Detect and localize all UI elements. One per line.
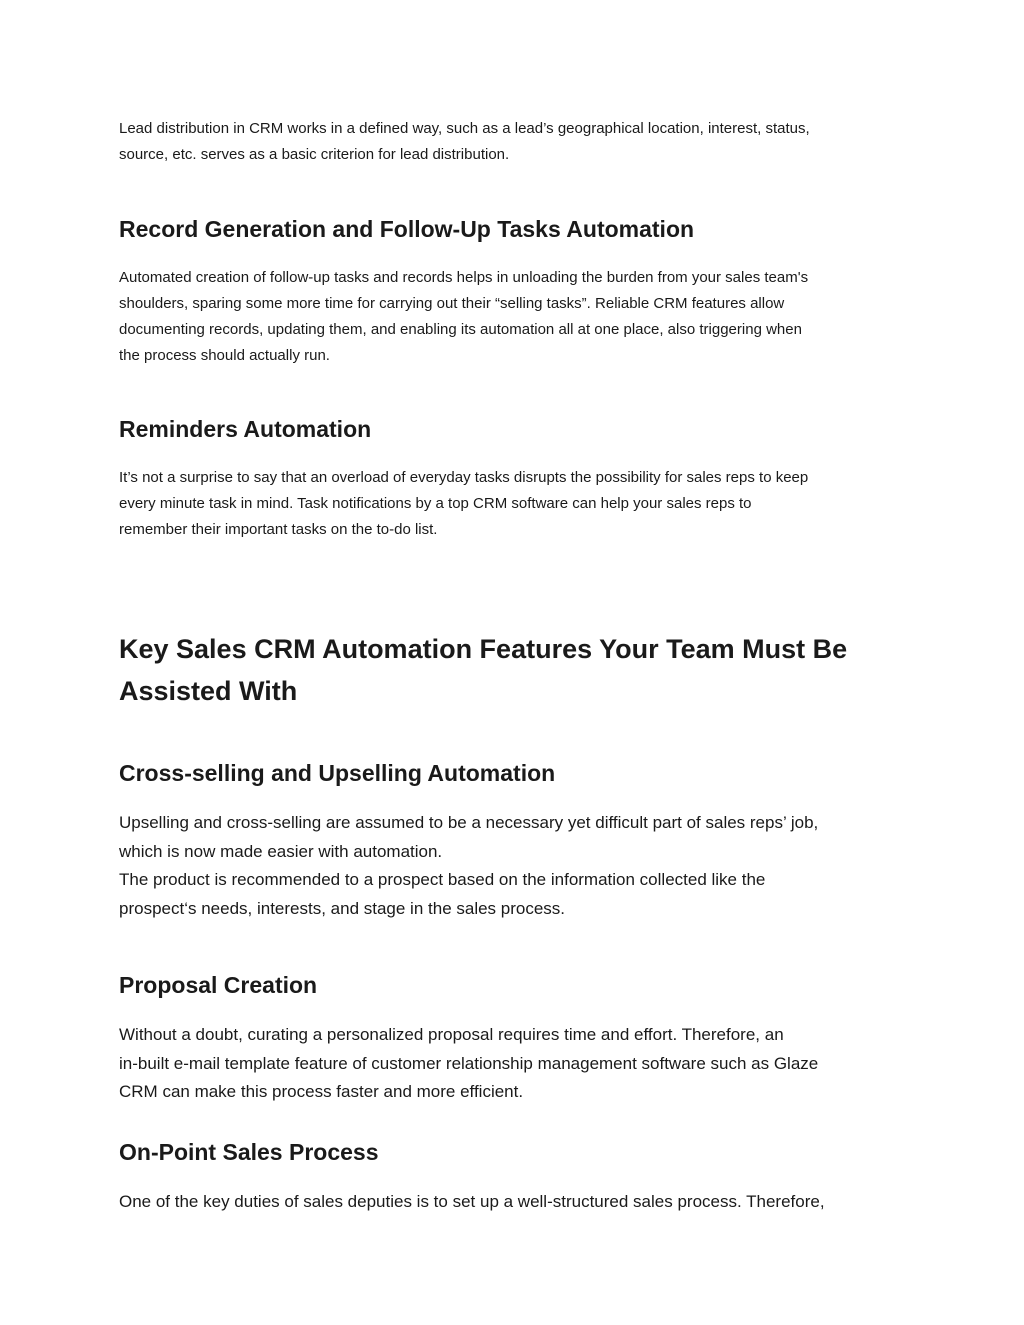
paragraph-line: Without a doubt, curating a personalized proposal requires time and effort. Therefore, an [119, 1025, 784, 1044]
paragraph-line: It’s not a surprise to say that an overload of everyday tasks disrupts the possibility for sales reps to keep [119, 469, 809, 486]
heading-line: Key Sales CRM Automation Features Your Team Must Be [119, 634, 848, 664]
proposal-paragraph [119, 1021, 909, 1107]
proposal-heading: Proposal Creation [119, 972, 318, 998]
paragraph-line: every minute task in mind. Task notifications by a top CRM software can help your sales reps to [119, 495, 752, 512]
heading-line: Assisted With [119, 676, 298, 706]
paragraph-line: in-built e-mail template feature of customer relationship management software such as Glaze [119, 1053, 819, 1073]
record-generation-paragraph [119, 265, 909, 369]
intro-paragraph [119, 116, 909, 168]
paragraph-line: Lead distribution in CRM works in a defined way, such as a lead’s geographical location, interest, status, [119, 120, 810, 137]
paragraph-line: The product is recommended to a prospect based on the information collected like the [119, 870, 766, 889]
cross-selling-heading: Cross-selling and Upselling Automation [119, 760, 556, 786]
reminders-heading: Reminders Automation [119, 416, 372, 442]
sales-process-paragraph [119, 1188, 909, 1217]
reminders-paragraph [119, 465, 909, 543]
paragraph-line: prospect‘s needs, interests, and stage in the sales process. [119, 898, 566, 918]
cross-selling-paragraph [119, 809, 909, 923]
paragraph-line: Automated creation of follow-up tasks and records helps in unloading the burden from your sales team's [119, 269, 809, 286]
paragraph-line: CRM can make this process faster and more efficient. [119, 1082, 524, 1101]
paragraph-line: source, etc. serves as a basic criterion for lead distribution. [119, 146, 510, 163]
paragraph-line: Upselling and cross-selling are assumed to be a necessary yet difficult part of sales reps’ job, [119, 813, 819, 832]
paragraph-line: which is now made easier with automation. [119, 841, 443, 861]
paragraph-line: shoulders, sparing some more time for carrying out their “selling tasks”. Reliable CRM features allow [119, 295, 785, 312]
sales-process-heading: On-Point Sales Process [119, 1139, 379, 1165]
key-features-heading [119, 628, 909, 712]
paragraph-line: the process should actually run. [119, 347, 330, 364]
paragraph-line: documenting records, updating them, and enabling its automation all at one place, also triggering when [119, 321, 802, 338]
paragraph-line: remember their important tasks on the to-do list. [119, 521, 438, 538]
paragraph-line: One of the key duties of sales deputies is to set up a well-structured sales process. Therefore, [119, 1192, 825, 1211]
record-generation-heading: Record Generation and Follow-Up Tasks Automation [119, 216, 695, 242]
